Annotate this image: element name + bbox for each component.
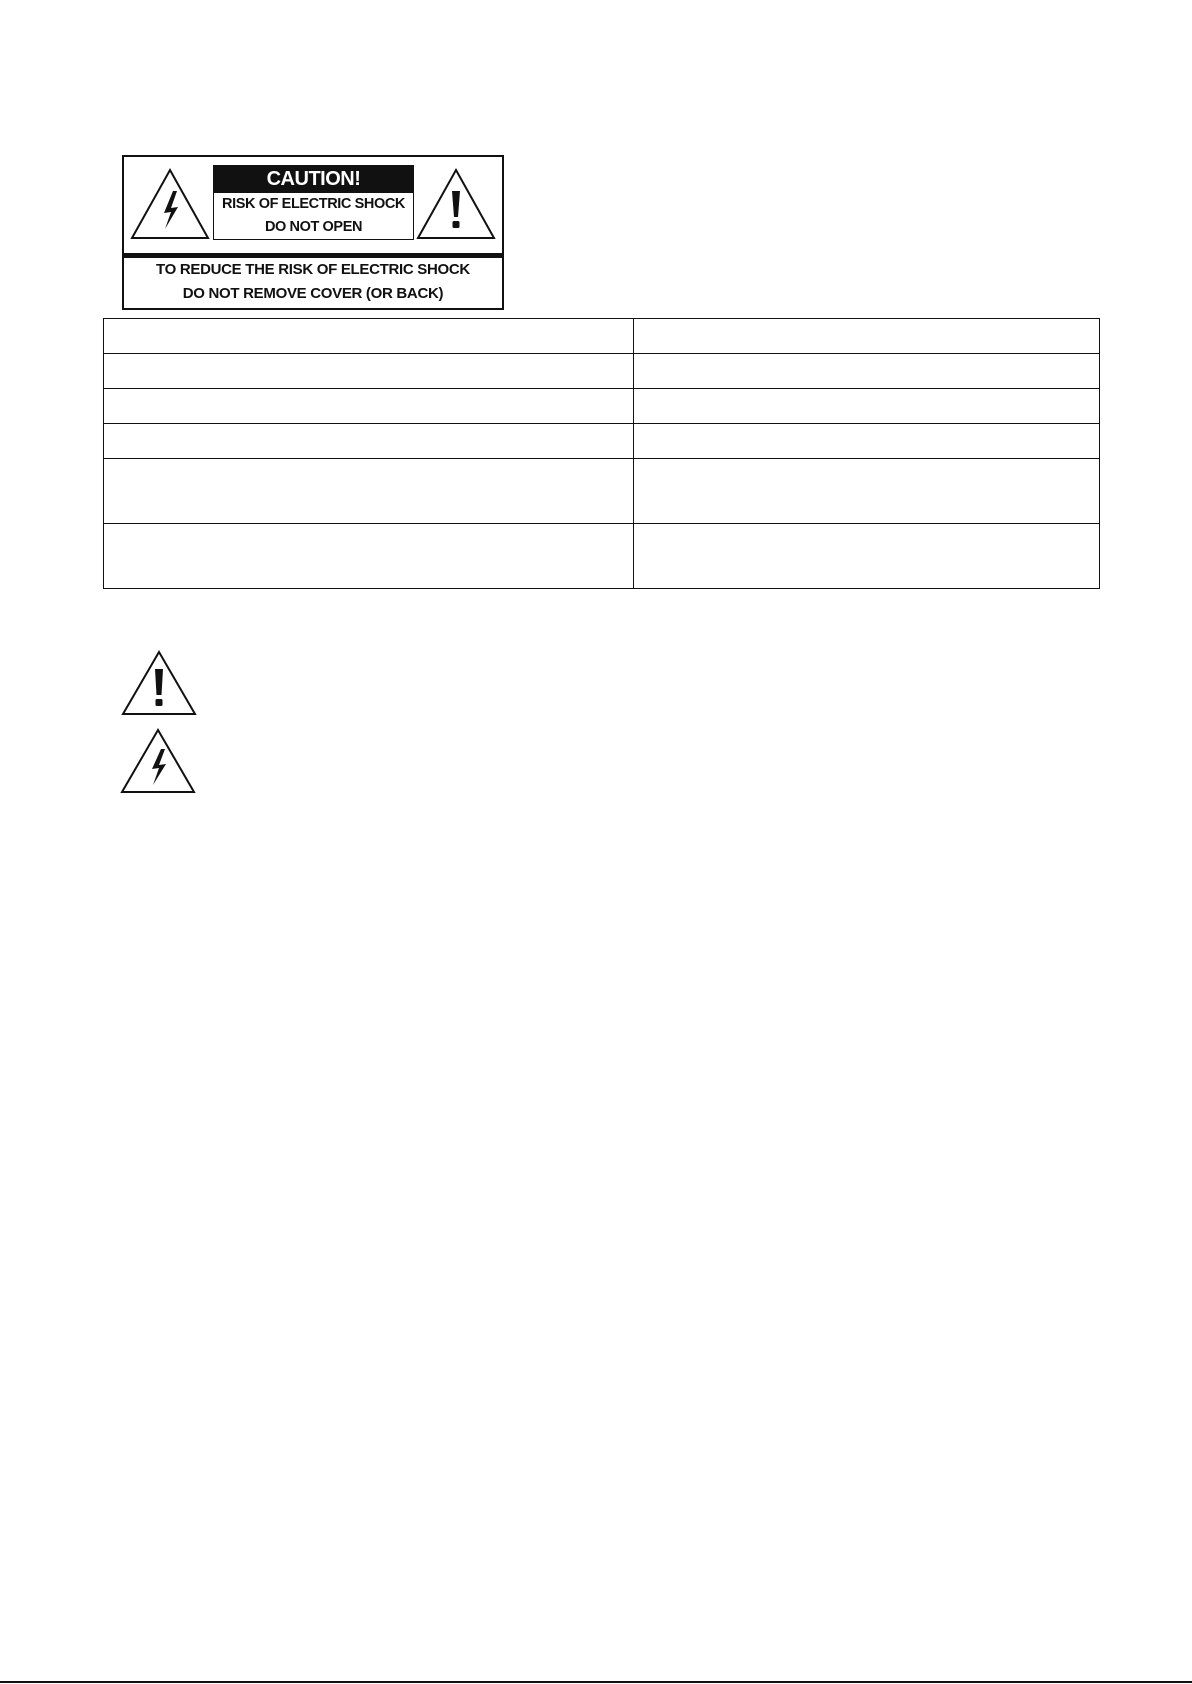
table-cell [634,459,1100,524]
table-cell [104,424,634,459]
table-cell [634,319,1100,354]
spec-table [103,318,1100,589]
table-cell [104,459,634,524]
table-cell [634,524,1100,589]
table-row [104,424,1100,459]
table-cell [634,354,1100,389]
caution-bottom-line-1: TO REDUCE THE RISK OF ELECTRIC SHOCK [156,261,470,278]
table-cell [104,524,634,589]
caution-line-1: RISK OF ELECTRIC SHOCK [222,196,405,212]
table-row [104,389,1100,424]
exclamation-triangle-icon [415,167,497,241]
table-cell [104,354,634,389]
lightning-bolt-triangle-icon [129,167,211,241]
table-row [104,459,1100,524]
table-row [104,524,1100,589]
table-cell [634,389,1100,424]
caution-title: CAUTION! [214,166,413,193]
exclamation-triangle-icon [120,649,198,717]
caution-bottom-line-2: DO NOT REMOVE COVER (OR BACK) [182,285,444,302]
footer-rule [0,1681,1192,1683]
caution-label [122,155,504,310]
lightning-bolt-triangle-icon [119,727,197,795]
table-cell [104,389,634,424]
table-cell [634,424,1100,459]
caution-label-top [124,157,502,253]
table-row [104,354,1100,389]
table-cell [104,319,634,354]
table-row [104,319,1100,354]
caution-line-2: DO NOT OPEN [264,219,363,235]
caution-label-bottom [124,258,502,308]
caution-center-box [213,165,414,240]
